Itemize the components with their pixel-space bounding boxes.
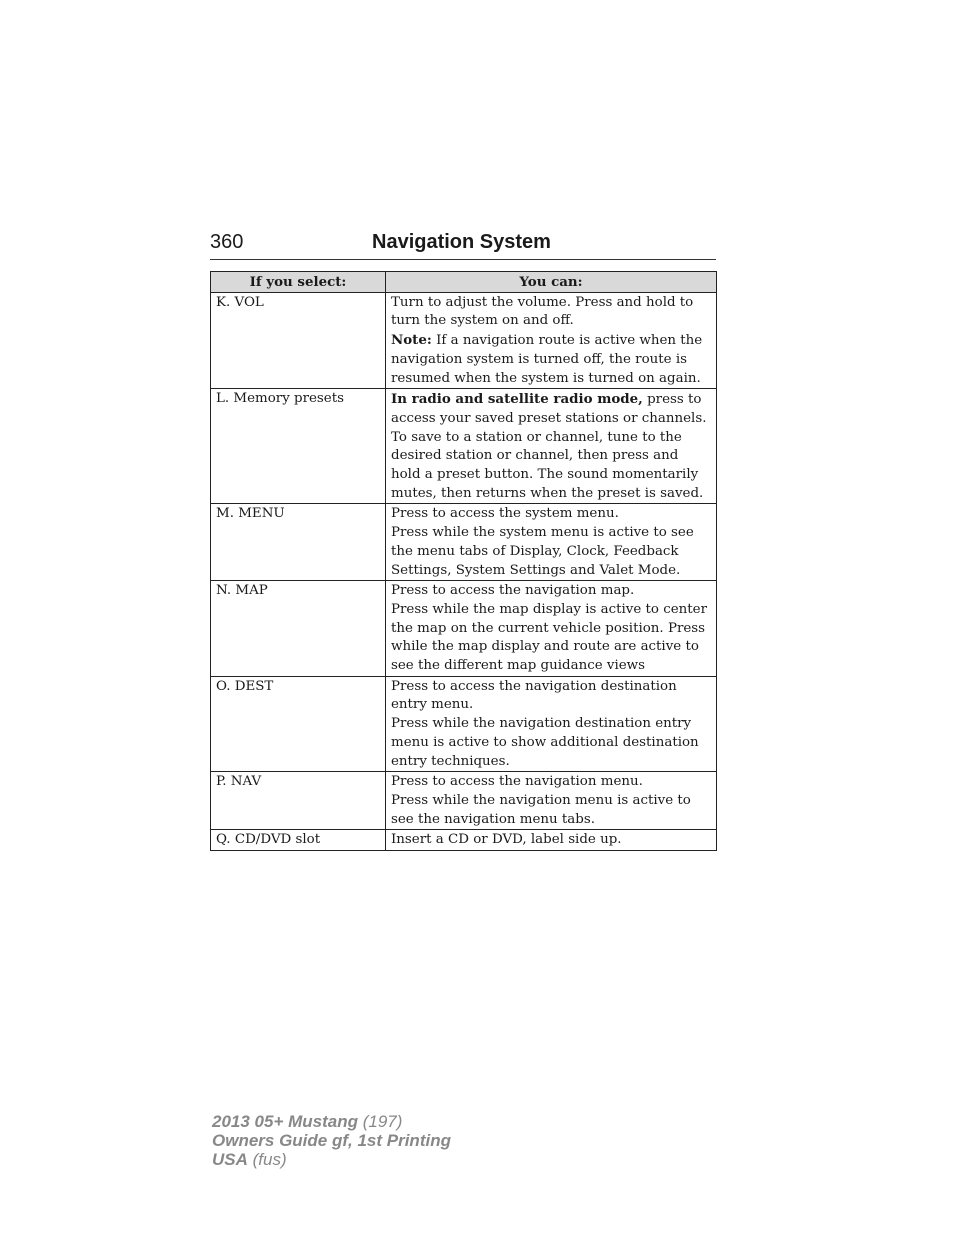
footer-guide: Owners Guide gf, 1st Printing (212, 1131, 451, 1150)
row-description (386, 676, 717, 772)
description-line (391, 505, 712, 524)
footer-line-guide (212, 1131, 451, 1150)
line-text: To save to a station or channel, tune to the (391, 429, 682, 445)
row-description (386, 504, 717, 581)
column-header-selection: If you select: (211, 272, 386, 293)
line-text: see the different map guidance views (391, 658, 645, 674)
description-line (391, 429, 712, 448)
description-line (391, 447, 712, 466)
line-text: menu is active to show additional destination (391, 734, 699, 750)
row-description (386, 292, 717, 389)
row-description (386, 830, 717, 851)
description-line (391, 657, 712, 676)
row-selection-label: O. DEST (211, 676, 386, 772)
footer-market-code: (fus) (247, 1150, 287, 1169)
description-line (391, 370, 712, 389)
description-line (391, 466, 712, 485)
line-text: desired station or channel, then press and (391, 448, 679, 464)
description-line (391, 582, 712, 601)
line-text: Insert a CD or DVD, label side up. (391, 832, 622, 848)
column-header-action: You can: (386, 272, 717, 293)
description-line (391, 715, 712, 734)
page-number: 360 (210, 231, 244, 253)
description-line (391, 485, 712, 504)
line-text: press to (642, 392, 702, 408)
row-description (386, 772, 717, 830)
table-row (211, 389, 717, 504)
line-text: mutes, then returns when the preset is saved. (391, 485, 704, 501)
description-line (391, 696, 712, 715)
line-text: while the map display and route are active to (391, 639, 699, 655)
description-line (391, 524, 712, 543)
table-row (211, 830, 717, 851)
table-row (211, 581, 717, 677)
description-line (391, 562, 712, 581)
line-text: Press while the navigation destination entry (391, 716, 692, 732)
controls-table (210, 271, 717, 851)
row-selection-label: N. MAP (211, 581, 386, 677)
line-text: Turn to adjust the volume. Press and hold to (391, 294, 694, 310)
table-row (211, 676, 717, 772)
line-text: Press to access the system menu. (391, 506, 619, 522)
line-text: the menu tabs of Display, Clock, Feedback (391, 543, 679, 559)
description-line (391, 351, 712, 370)
description-line (391, 620, 712, 639)
footer-model-code: (197) (358, 1112, 403, 1131)
footer-market: USA (212, 1150, 248, 1169)
description-line (391, 638, 712, 657)
description-line (391, 312, 712, 331)
row-selection-label: K. VOL (211, 292, 386, 389)
line-text: Settings, System Settings and Valet Mode. (391, 562, 681, 578)
row-selection-label: M. MENU (211, 504, 386, 581)
line-text: navigation system is turned off, the route is (391, 351, 687, 367)
line-text: Press to access the navigation destination (391, 678, 677, 694)
section-title: Navigation System (372, 231, 551, 253)
emphasis-text: Note: (391, 332, 432, 349)
line-text: the map on the current vehicle position. Press (391, 620, 706, 636)
description-line (391, 331, 712, 351)
table-header-row (211, 272, 717, 293)
description-line (391, 390, 712, 410)
emphasis-text: In radio and satellite radio mode, (391, 391, 643, 408)
table-row (211, 772, 717, 830)
line-text: Press while the system menu is active to see (391, 525, 694, 541)
line-text: hold a preset button. The sound momentarily (391, 467, 699, 483)
description-line (391, 601, 712, 620)
table-row (211, 504, 717, 581)
description-line (391, 773, 712, 792)
line-text: see the navigation menu tabs. (391, 811, 595, 827)
footer-model: 2013 05+ Mustang (212, 1112, 358, 1131)
description-line (391, 734, 712, 753)
description-line (391, 410, 712, 429)
row-description (386, 581, 717, 677)
footer-line-market (212, 1150, 451, 1169)
document-footer (212, 1112, 451, 1169)
line-text: Press to access the navigation map. (391, 583, 635, 599)
row-selection-label: L. Memory presets (211, 389, 386, 504)
page-header (210, 229, 716, 260)
line-text: Press to access the navigation menu. (391, 774, 643, 790)
description-line (391, 792, 712, 811)
description-line (391, 543, 712, 562)
row-selection-label: Q. CD/DVD slot (211, 830, 386, 851)
line-text: entry menu. (391, 697, 474, 713)
line-text: Press while the navigation menu is active to (391, 792, 691, 808)
line-text: turn the system on and off. (391, 313, 574, 329)
table-body (211, 292, 717, 850)
line-text: If a navigation route is active when the (431, 333, 703, 349)
table-row (211, 292, 717, 389)
row-selection-label: P. NAV (211, 772, 386, 830)
line-text: resumed when the system is turned on again. (391, 370, 701, 386)
row-description (386, 389, 717, 504)
line-text: access your saved preset stations or channels. (391, 410, 707, 426)
description-line (391, 753, 712, 772)
description-line (391, 294, 712, 313)
line-text: entry techniques. (391, 753, 510, 769)
footer-line-model (212, 1112, 451, 1131)
description-line (391, 811, 712, 830)
description-line (391, 831, 712, 850)
description-line (391, 678, 712, 697)
line-text: Press while the map display is active to center (391, 601, 708, 617)
